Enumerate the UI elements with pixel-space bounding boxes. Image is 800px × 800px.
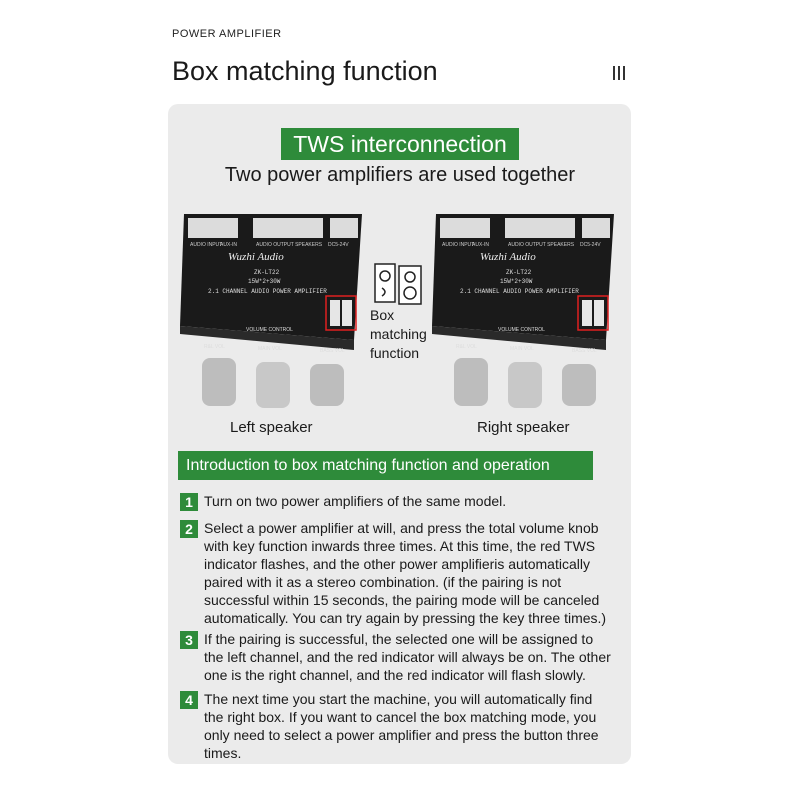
amp-label-audio-input: AUDIO INPUT	[442, 242, 475, 248]
step-text	[204, 690, 628, 762]
amplifier-image-right	[430, 208, 620, 408]
step-line: the left channel, and the red indicator will always be on. The other	[204, 649, 611, 665]
step-text	[204, 492, 628, 510]
box-matching-line: matching	[370, 326, 427, 342]
step-line: indicator flashes, and the other power amplifieris automatically	[204, 556, 590, 572]
amp-label-voltage: DC5-24V	[328, 242, 349, 248]
step-line: successful within 15 seconds, the pairing mode will be canceled	[204, 592, 600, 608]
amp-volume-control: VOLUME CONTROL	[246, 327, 293, 333]
amp-power: 15W*2+30W	[500, 278, 533, 285]
tws-badge: TWS interconnection	[281, 128, 519, 160]
step-line: The next time you start the machine, you will automatically find	[204, 691, 593, 707]
amp-knob-label-rl: R&L VOL	[204, 344, 225, 350]
box-matching-line: function	[370, 345, 420, 361]
amp-knob-label-main: MAIN VOL	[258, 346, 282, 352]
amp-brand: Wuzhi Audio	[228, 251, 284, 263]
intro-badge: Introduction to box matching function and operation	[178, 451, 593, 480]
amp-brand: Wuzhi Audio	[480, 251, 536, 263]
step-number: 1	[180, 493, 198, 511]
amp-model: ZK-LT22	[254, 269, 280, 276]
step-line: the right box. If you want to cancel the box matching mode, you	[204, 709, 597, 725]
amp-knob-label-bass: BASS VOL	[572, 348, 597, 354]
amp-label-aux: AUX-IN	[220, 242, 237, 248]
amp-description: 2.1 CHANNEL AUDIO POWER AMPLIFIER	[460, 288, 579, 295]
step-line: with key function inwards three times. At this time, the red TWS	[204, 538, 596, 554]
step-number: 3	[180, 631, 198, 649]
step-text	[204, 630, 628, 684]
amp-knob-label-main: MAIN VOL	[510, 346, 534, 352]
box-matching-line: Box	[370, 307, 395, 323]
amp-label-aux: AUX-IN	[472, 242, 489, 248]
amp-description: 2.1 CHANNEL AUDIO POWER AMPLIFIER	[208, 288, 327, 295]
vertical-bars-icon[interactable]	[613, 66, 627, 80]
step-number: 4	[180, 691, 198, 709]
right-speaker-label: Right speaker	[477, 419, 570, 436]
speakers-icon	[374, 262, 426, 306]
amp-knob-label-rl: R&L VOL	[456, 344, 477, 350]
step-line: only need to select a power amplifier and press the button three	[204, 727, 599, 743]
step-line: If the pairing is successful, the selected one will be assigned to	[204, 631, 594, 647]
amp-label-voltage: DC5-24V	[580, 242, 601, 248]
tws-subtitle: Two power amplifiers are used together	[224, 164, 576, 186]
amp-label-speakers: AUDIO OUTPUT SPEAKERS	[256, 242, 323, 248]
amplifier-image-left	[178, 208, 368, 408]
step-line: automatically. You can try again by pressing the key three times.)	[204, 610, 607, 626]
amp-label-audio-input: AUDIO INPUT	[190, 242, 223, 248]
step-line: times.	[204, 745, 242, 761]
step-line: Turn on two power amplifiers of the same model.	[204, 493, 507, 509]
step-line: one is the right channel, and the red indicator will flash slowly.	[204, 667, 586, 683]
amp-volume-control: VOLUME CONTROL	[498, 327, 545, 333]
eyebrow-label: POWER AMPLIFIER	[172, 28, 282, 40]
step-line: paired with it as a stereo combination. (if the pairing is not	[204, 574, 562, 590]
step-number: 2	[180, 520, 198, 538]
left-speaker-label: Left speaker	[230, 419, 313, 436]
amp-model: ZK-LT22	[506, 269, 532, 276]
amp-power: 15W*2+30W	[248, 278, 281, 285]
step-line: Select a power amplifier at will, and press the total volume knob	[204, 520, 599, 536]
box-matching-caption	[370, 306, 427, 363]
step-text	[204, 519, 628, 627]
page-title: Box matching function	[172, 56, 438, 86]
amp-label-speakers: AUDIO OUTPUT SPEAKERS	[508, 242, 575, 248]
amp-knob-label-bass: BASS VOL	[320, 348, 345, 354]
